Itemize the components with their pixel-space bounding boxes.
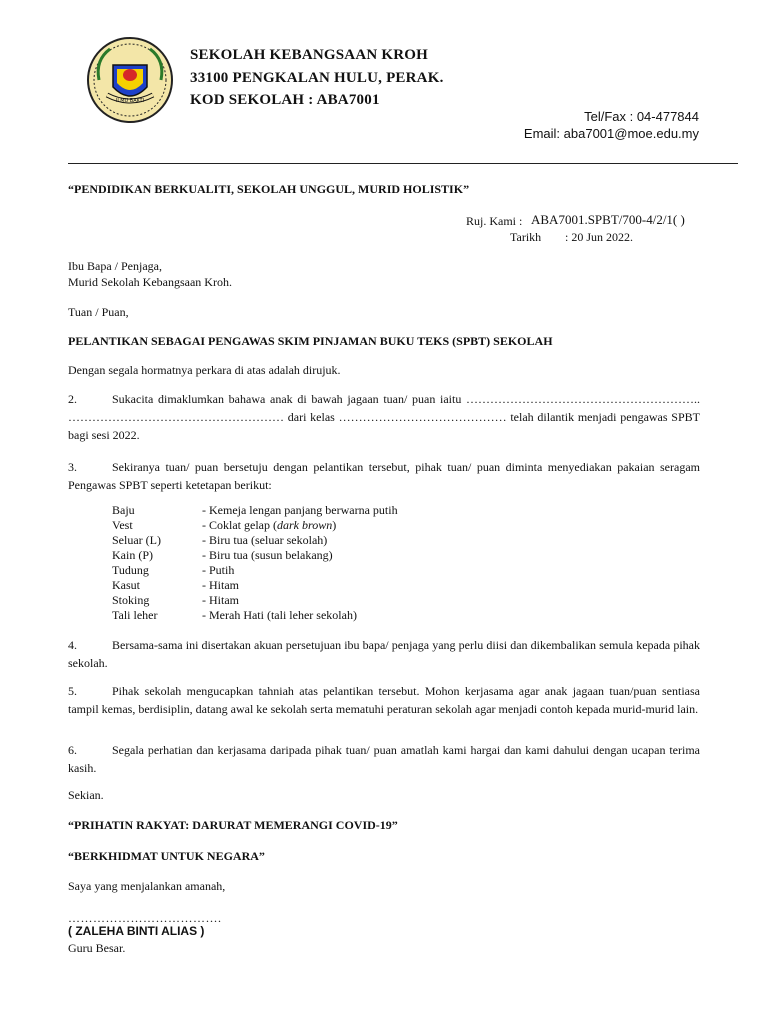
- paragraph-number: 6.: [68, 743, 77, 757]
- uniform-item-name: Tudung: [112, 563, 149, 577]
- paragraph-text: Sekiranya tuan/ puan bersetuju dengan pelantikan tersebut, pihak tuan/ puan diminta menyediakan pakaian seragam Pengawas SPBT seperti ketetapan berikut:: [68, 460, 700, 492]
- uniform-item: [112, 593, 239, 608]
- paragraph-number: 3.: [68, 460, 77, 474]
- closing-word: Sekian.: [68, 788, 104, 802]
- slogan-berkhidmat: “BERKHIDMAT UNTUK NEGARA”: [68, 849, 265, 863]
- uniform-item: [112, 608, 357, 623]
- paragraph-6: [68, 741, 700, 777]
- uniform-item-desc: - Kemeja lengan panjang berwarna putih: [202, 503, 398, 517]
- uniform-item-name: Kasut: [112, 578, 140, 592]
- uniform-item-desc: - Hitam: [202, 578, 239, 592]
- paragraph-text: Bersama-sama ini disertakan akuan persetujuan ibu bapa/ penjaga yang perlu diisi dan dikembalikan semula kepada pihak sekolah.: [68, 638, 700, 670]
- uniform-item: [112, 503, 398, 518]
- letter-subject: PELANTIKAN SEBAGAI PENGAWAS SKIM PINJAMAN BUKU TEKS (SPBT) SEKOLAH: [68, 334, 553, 348]
- uniform-item-desc: - Biru tua (seluar sekolah): [202, 533, 328, 547]
- uniform-item-name: Baju: [112, 503, 135, 517]
- paragraph-text: Pihak sekolah mengucapkan tahniah atas pelantikan tersebut. Mohon kerjasama agar anak jagaan tuan/puan sentiasa tampil kemas, berdisiplin, datang awal ke sekolah serta mematuhi peraturan sekolah agar menjadi contoh kepada murid-murid lain.: [68, 684, 700, 716]
- date-label: Tarikh: [510, 230, 542, 244]
- uniform-item-desc: - Coklat gelap (dark brown): [202, 518, 337, 532]
- tel-fax: Tel/Fax : 04-477844: [584, 109, 699, 124]
- uniform-item-name: Kain (P): [112, 548, 153, 562]
- uniform-item-name: Seluar (L): [112, 533, 161, 547]
- uniform-item-name: Vest: [112, 518, 133, 532]
- uniform-item-desc: - Merah Hati (tali leher sekolah): [202, 608, 357, 622]
- date-value: : 20 Jun 2022.: [565, 230, 634, 244]
- opening-line: Dengan segala hormatnya perkara di atas adalah dirujuk.: [68, 363, 341, 377]
- uniform-item-name: Stoking: [112, 593, 150, 607]
- uniform-item-name: Tali leher: [112, 608, 158, 622]
- school-name: SEKOLAH KEBANGSAAN KROH: [190, 47, 428, 63]
- uniform-item: [112, 578, 239, 593]
- signer-title: Guru Besar.: [68, 941, 126, 955]
- school-code: KOD SEKOLAH : ABA7001: [190, 92, 380, 108]
- paragraph-4: [68, 636, 700, 672]
- paragraph-number: 5.: [68, 684, 77, 698]
- paragraph-text: Segala perhatian dan kerjasama daripada pihak tuan/ puan amatlah kami hargai dan kami dahului dengan ucapan terima kasih.: [68, 743, 700, 775]
- paragraph-3: [68, 458, 700, 494]
- uniform-item-desc: - Hitam: [202, 593, 239, 607]
- recipient-line-2: Murid Sekolah Kebangsaan Kroh.: [68, 275, 232, 289]
- paragraph-5: [68, 682, 700, 718]
- school-crest-logo: [85, 35, 175, 125]
- uniform-item-desc: - Putih: [202, 563, 235, 577]
- paragraph-text: Sukacita dimaklumkan bahawa anak di bawah jagaan tuan/ puan iaitu ………………………………………………….. ……………………………………………… dari kelas …………………………………… telah dilantik menjadi pengawas SPBT bagi sesi 2022.: [68, 392, 700, 442]
- paragraph-number: 4.: [68, 638, 77, 652]
- school-motto: “PENDIDIKAN BERKUALITI, SEKOLAH UNGGUL, MURID HOLISTIK”: [68, 182, 470, 196]
- uniform-item: [112, 518, 337, 533]
- recipient-line-1: Ibu Bapa / Penjaga,: [68, 259, 162, 273]
- logo-motto-text: ILMU BAKTI: [115, 98, 145, 104]
- salutation: Tuan / Puan,: [68, 305, 129, 319]
- uniform-item: [112, 563, 235, 578]
- paragraph-number: 2.: [68, 392, 77, 406]
- paragraph-2: [68, 390, 700, 444]
- signature-line: ……………………………….: [68, 911, 222, 925]
- reference-number: ABA7001.SPBT/700-4/2/1( ): [531, 212, 685, 227]
- slogan-covid: “PRIHATIN RAKYAT: DARURAT MEMERANGI COVID-19”: [68, 818, 398, 832]
- header-divider: [68, 163, 738, 164]
- uniform-item: [112, 533, 328, 548]
- school-address: 33100 PENGKALAN HULU, PERAK.: [190, 70, 444, 86]
- sign-intro: Saya yang menjalankan amanah,: [68, 879, 226, 893]
- email-address: Email: aba7001@moe.edu.my: [523, 126, 699, 141]
- reference-label: Ruj. Kami :: [466, 214, 523, 228]
- uniform-item-desc: - Biru tua (susun belakang): [202, 548, 333, 562]
- signer-name: ( ZALEHA BINTI ALIAS ): [68, 924, 205, 938]
- uniform-item: [112, 548, 333, 563]
